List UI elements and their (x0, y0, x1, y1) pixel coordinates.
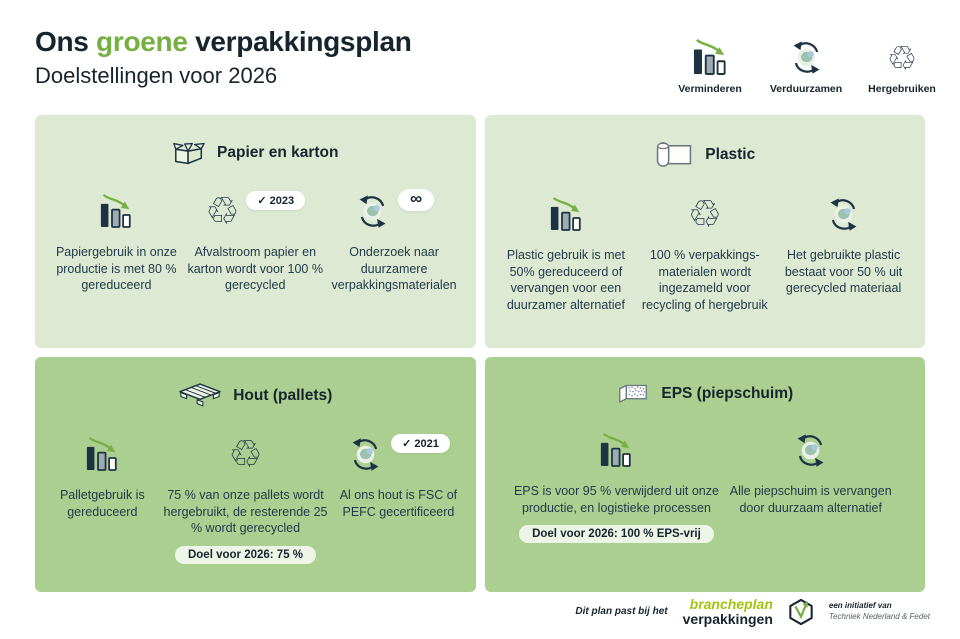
bar-chart-decrease-icon (100, 193, 132, 229)
brancheplan-verpakkingen-logo (683, 597, 773, 626)
circular-arrows-globe-icon (347, 436, 384, 473)
goal-text: Al ons hout is FSC of PEFC gecertificeerd (339, 488, 458, 519)
bar-chart-decrease-icon (86, 436, 118, 472)
hexagon-recycle-logo-icon (788, 598, 814, 626)
card-header (485, 115, 926, 169)
legend-item-hergebruiken (862, 34, 942, 95)
page-subtitle: Doelstellingen voor 2026 (35, 63, 278, 88)
goal-text: EPS is voor 95 % verwijderd uit onze productie, en logistieke processen (513, 484, 719, 515)
card-header (35, 357, 476, 409)
cards-grid (35, 115, 925, 592)
goal-text: Onderzoek naar duurzamere verpakkingsmaterialen (331, 245, 457, 292)
legend-item-verduurzamen (766, 34, 846, 95)
card-papier-en-karton (35, 115, 476, 348)
achieved-year-badge: ✓ 2021 (391, 434, 450, 453)
recycle-icon: ♲ (687, 192, 722, 236)
card-title: Papier en karton (217, 144, 339, 161)
bar-chart-decrease-icon (693, 38, 727, 76)
goal-text: Plastic gebruik is met 50% gereduceerd of vervangen voor een duurzamer alternatief (506, 248, 625, 312)
initiative-text (829, 601, 930, 622)
card-eps-piepschuim (485, 357, 926, 592)
eps-foam-block-icon (616, 382, 650, 405)
recycle-icon: ♲ (205, 189, 240, 233)
footer-lead-text: Dit plan past bij het (575, 606, 668, 618)
legend-label: Hergebruiken (868, 83, 936, 95)
title-suffix: verpakkingsplan (187, 26, 412, 57)
recycle-icon: ♲ (886, 39, 918, 79)
wooden-pallet-icon (178, 382, 222, 409)
header (35, 26, 412, 89)
goal-text: Afvalstroom papier en karton wordt voor 100 % gerecycled (187, 245, 323, 292)
goal-item (511, 427, 723, 543)
initiative-line1: een initiatief van (828, 601, 892, 611)
card-plastic (485, 115, 926, 348)
goal-item (325, 188, 464, 294)
circular-arrows-globe-icon (792, 432, 829, 469)
goal-item (186, 188, 325, 294)
circular-arrows-globe-icon (354, 193, 391, 230)
bar-chart-decrease-icon (550, 196, 582, 232)
plastic-film-roll-icon (654, 140, 694, 169)
goal-2026-badge: Doel voor 2026: 75 % (175, 546, 316, 564)
infinity-badge: ∞ (398, 189, 434, 211)
goal-item (722, 427, 899, 516)
logo-text-top: brancheplan (689, 596, 773, 613)
card-title: EPS (piepschuim) (661, 384, 794, 402)
circular-arrows-globe-icon (788, 39, 825, 76)
legend-item-verminderen (670, 34, 750, 95)
card-hout-pallets (35, 357, 476, 592)
goal-text: 75 % van onze pallets wordt hergebruikt, de resterende 25 % wordt gerecycled (163, 488, 328, 535)
goal-item (635, 191, 774, 313)
legend-label: Verminderen (678, 83, 742, 95)
goal-item (333, 431, 463, 520)
initiative-line2: Techniek Nederland & Fedet (828, 611, 930, 621)
goal-text: Alle piepschuim is vervangen door duurzaam alternatief (729, 484, 892, 515)
goal-item (158, 431, 334, 564)
logo-text-bottom: verpakkingen (682, 610, 773, 627)
card-header (35, 115, 476, 166)
circular-arrows-globe-icon (825, 196, 862, 233)
goal-item (497, 191, 636, 313)
card-title: Plastic (705, 145, 756, 163)
goal-item (47, 188, 186, 294)
goal-text: Palletgebruik is gereduceerd (59, 488, 145, 519)
goal-item (774, 191, 913, 297)
goal-item (47, 431, 158, 520)
achieved-year-badge: ✓ 2023 (246, 191, 305, 210)
cardboard-box-icon (172, 140, 206, 166)
goal-2026-badge: Doel voor 2026: 100 % EPS-vrij (519, 525, 714, 543)
legend-label: Verduurzamen (769, 83, 843, 95)
title-accent: groene (96, 26, 188, 57)
goal-text: Het gebruikte plastic bestaat voor 50 % uit gerecycled materiaal (784, 248, 903, 295)
card-title: Hout (pallets) (233, 386, 333, 404)
goal-text: 100 % verpakkings-materialen wordt ingezameld voor recycling of hergebruik (641, 248, 768, 312)
card-header (485, 357, 926, 405)
recycle-icon: ♲ (228, 432, 263, 476)
title-prefix: Ons (35, 26, 97, 57)
page-title (35, 26, 412, 58)
goal-text: Papiergebruik in onze productie is met 80 % gereduceerd (55, 245, 177, 292)
bar-chart-decrease-icon (600, 432, 632, 468)
footer (575, 597, 930, 626)
legend (670, 34, 942, 95)
